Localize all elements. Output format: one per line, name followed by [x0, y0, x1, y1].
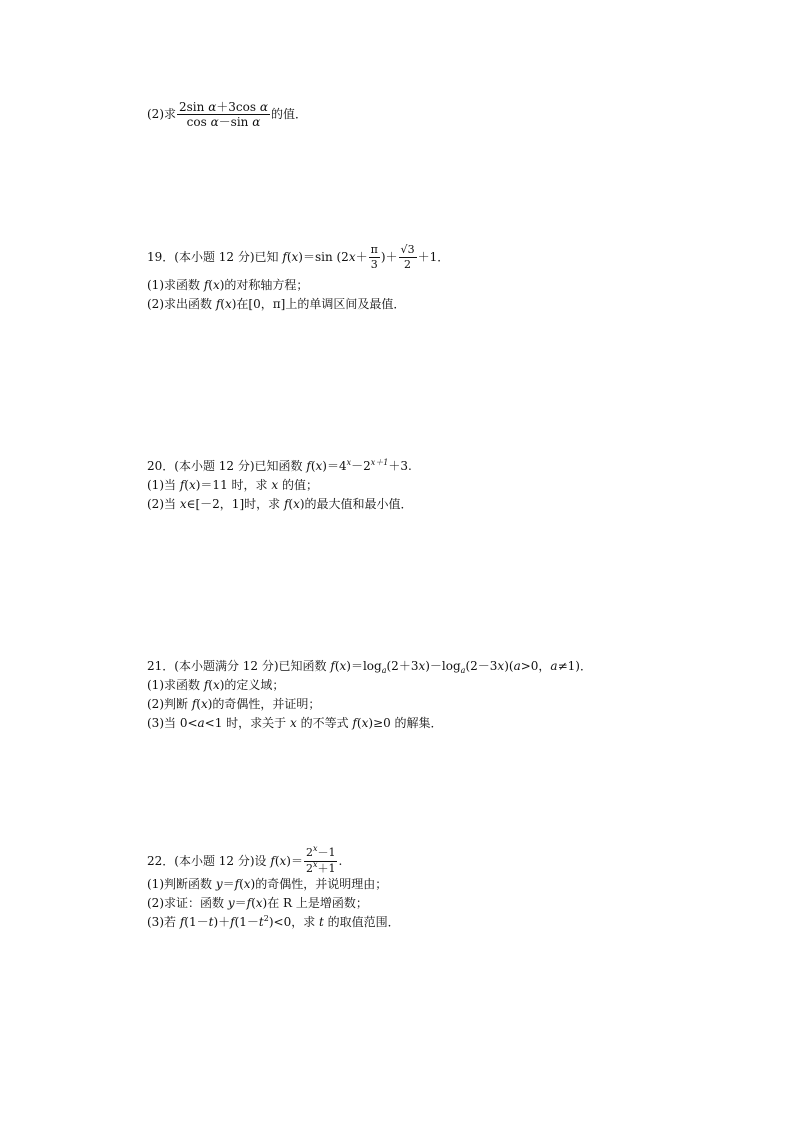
q19-part1: (1)求函数 f(x)的对称轴方程； [147, 278, 309, 292]
q20-p2-x2: x [293, 497, 300, 511]
q21-p2-f: f [191, 697, 197, 711]
q21-sub2: a [460, 666, 466, 675]
q19-plus: ＋ [355, 250, 368, 264]
q19-part2: (2)求出函数 f(x)在[0，π]上的单调区间及最值． [147, 297, 406, 311]
q19-sqrt-fraction: $\frac{√3}{2}$ [400, 243, 415, 271]
q19-p1-f: f [203, 278, 209, 292]
q19-pi-num: π [370, 243, 378, 256]
q21-p1-x: x [212, 678, 220, 692]
q22-p2-suffix: )在 R 上是增函数； [262, 896, 368, 910]
q20-p1-x2: x [271, 478, 279, 492]
q21-p1-suffix: )的定义域； [219, 678, 285, 692]
q20-p2-suffix: )的最大值和最小值． [299, 497, 413, 511]
q22-p2-eq: ＝ [234, 896, 247, 910]
q21-p2-x: x [200, 697, 208, 711]
q22-label: 22．(本小题 12 分)设 [147, 854, 271, 868]
q22-p3-sq: 2 [263, 914, 269, 923]
q21-p1-prefix: (1)求函数 [147, 678, 204, 692]
q22-part1: (1)判断函数 y＝f(x)的奇偶性，并说明理由； [147, 877, 388, 891]
q19-f: f [282, 250, 287, 264]
q22-p3-f1: f [179, 915, 185, 929]
q21-mid3: (2－3 [465, 659, 498, 673]
q22-p3-t3: t [319, 915, 324, 929]
q20-x: x [315, 459, 323, 473]
q19-p2-suffix: )在[0，π]上的单调区间及最值． [231, 297, 406, 311]
q21-tail: ≠1)． [557, 659, 592, 673]
q20-statement: 20．(本小题 12 分)已知函数 $f(x)=4^x-2^{x+1}+3$. [147, 458, 412, 473]
q20-exp2: x＋1 [370, 458, 389, 467]
q20-p1-x: x [188, 478, 196, 492]
q21-p3-a: a [197, 716, 205, 730]
q21-p3-suffix: )≥0 的解集． [368, 716, 443, 730]
q20-label: 20．(本小题 12 分)已知函数 [147, 459, 307, 473]
q22-p1-prefix: (1)判断函数 [147, 877, 216, 891]
q22-p2-f: f [246, 896, 252, 910]
q21-p2-prefix: (2)判断 [147, 697, 192, 711]
q22-statement: 22．(本小题 12 分)设 f(x)＝ $\frac{2^x-1}{2^x+1}$ . [147, 844, 343, 875]
q22-p3-t1: t [208, 915, 214, 929]
q22-p3-t2: t [258, 915, 264, 929]
q20-p1-prefix: (1)当 [147, 478, 180, 492]
q18-part2 [147, 100, 307, 129]
q21-x3: x [497, 659, 505, 673]
q22-den-exp: x [312, 860, 318, 869]
q22-p3-a: (1－ [184, 915, 209, 929]
q20-part2: (2)当 x∈[－2，1]时，求 f(x)的最大值和最小值． [147, 497, 413, 511]
q21-p1-f: f [203, 678, 209, 692]
q21-p3-x2: x [361, 716, 369, 730]
q22-fraction [304, 846, 338, 877]
q22-p1-eq: ＝ [222, 877, 235, 891]
q21-sub1: a [381, 666, 387, 675]
q19-p2-x: x [224, 297, 232, 311]
q18-part2-suffix: 的值． [270, 107, 307, 121]
q21-p3-f: f [352, 716, 357, 730]
q22-p2-x: x [255, 896, 263, 910]
q22-p2-prefix: (2)求证：函数 [147, 896, 228, 910]
q19-p1-prefix: (1)求函数 [147, 278, 204, 292]
q21-p3-mid: <1 时，求关于 [204, 716, 290, 730]
q21-mid5: >0， [520, 659, 551, 673]
q21-x: x [339, 659, 347, 673]
q21-p3-mid2: 的不等式 [296, 716, 353, 730]
q18-den-b: －sin [218, 115, 253, 129]
q22-eq: )＝ [286, 854, 303, 868]
q18-alpha2: α [259, 100, 268, 114]
q21-statement: 21．(本小题满分 12 分)已知函数 $f(x)=\log_a(2+3x)-\log_a(2-3x)(a>0$，a≠1)． [147, 659, 592, 675]
q22-part2: (2)求证：函数 y＝f(x)在 R 上是增函数； [147, 896, 368, 910]
q19-pi-fraction [369, 243, 380, 272]
q19-sqrt-den: 2 [404, 258, 412, 271]
q19-p2-f: f [215, 297, 221, 311]
q21-a2: a [550, 659, 558, 673]
q22-num-b: －1 [317, 846, 336, 859]
q22-num-exp: x [312, 844, 318, 853]
q18-den-a: cos [186, 115, 211, 129]
q20-p1-suffix: 的值； [278, 478, 318, 492]
q19-pi-den: 3 [370, 258, 378, 271]
q21-part3: (3)当 0<a<1 时，求关于 x 的不等式 f(x)≥0 的解集． [147, 716, 443, 730]
q19-tail: ＋1． [417, 250, 450, 264]
q22-den-a: 2 [305, 862, 313, 875]
q18-part2-prefix: (2)求 [147, 107, 176, 121]
q19-x2: x [348, 250, 356, 264]
q22-p3-c: (1－ [234, 915, 259, 929]
q20-p1-f: f [179, 478, 185, 492]
q20-p2-f: f [283, 497, 289, 511]
q22-part3 [147, 914, 400, 932]
q22-tail: . [338, 854, 343, 868]
q18-alpha1: α [208, 100, 217, 114]
q22-p1-x: x [243, 877, 251, 891]
q22-p3-d: )<0，求 [268, 915, 320, 929]
q22-p3-b: )＋ [213, 915, 231, 929]
q19-p2-prefix: (2)求出函数 [147, 297, 216, 311]
q20-tail: ＋3. [388, 459, 412, 473]
q20-exp1: x [346, 458, 352, 467]
q22-p1-y: y [215, 877, 223, 891]
q22-num-a: 2 [305, 846, 313, 859]
q21-a1: a [513, 659, 521, 673]
q21-label: 21．(本小题满分 12 分)已知函数 [147, 659, 331, 673]
q20-p1-mid: )＝11 时，求 [195, 478, 272, 492]
q22-p1-suffix: )的奇偶性，并说明理由； [250, 877, 388, 891]
q22-p3-suffix: 的取值范围． [323, 915, 400, 929]
q21-p3-x: x [290, 716, 297, 730]
q19-p1-suffix: )的对称轴方程； [219, 278, 309, 292]
q20-p2-prefix: (2)当 [147, 497, 180, 511]
q21-part2: (2)判断 f(x)的奇偶性，并证明； [147, 697, 321, 711]
q21-part1: (1)求函数 f(x)的定义域； [147, 678, 285, 692]
q22-f: f [270, 854, 275, 868]
q20-minus: －2 [351, 459, 371, 473]
q19-sqrt-val: 3 [407, 243, 415, 256]
q22-p3-prefix: (3)若 [147, 915, 180, 929]
q18-alpha3: α [210, 115, 219, 129]
q22-p1-f: f [234, 877, 240, 891]
q18-num-b: ＋3cos [216, 100, 260, 114]
q20-p2-mid: ∈[－2，1]时，求 [186, 497, 284, 511]
q22-p3-f2: f [230, 915, 235, 929]
q20-eq: )＝4 [322, 459, 347, 473]
q18-num-a: 2sin [179, 100, 209, 114]
q20-part1: (1)当 f(x)＝11 时，求 x 的值； [147, 478, 318, 492]
q22-den-b: ＋1 [317, 862, 336, 875]
q21-f: f [330, 659, 335, 673]
q19-close: )＋ [380, 250, 398, 264]
q21-eq: )＝log [346, 659, 382, 673]
q21-p3-prefix: (3)当 0< [147, 716, 198, 730]
q21-p2-suffix: )的奇偶性，并证明； [207, 697, 321, 711]
q20-f: f [306, 459, 311, 473]
q21-mid4: )( [504, 659, 514, 673]
q18-fraction [177, 100, 270, 129]
q19-label: 19．(本小题 12 分)已知 [147, 250, 283, 264]
q22-p2-y: y [227, 896, 235, 910]
q19-eq: )＝sin (2 [298, 250, 349, 264]
q19-statement: 19．(本小题 12 分)已知 f(x)＝sin (2x＋ $\frac{\pi}{3}$ )＋ $\frac{√3}{2}$ ＋1． [147, 243, 450, 271]
q19-x1: x [291, 250, 299, 264]
q21-x2: x [418, 659, 426, 673]
q20-p2-x: x [179, 497, 187, 511]
q19-p1-x: x [212, 278, 220, 292]
q21-mid2: )－log [425, 659, 461, 673]
q21-mid1: (2＋3 [386, 659, 419, 673]
q18-alpha4: α [252, 115, 261, 129]
q22-x: x [279, 854, 287, 868]
